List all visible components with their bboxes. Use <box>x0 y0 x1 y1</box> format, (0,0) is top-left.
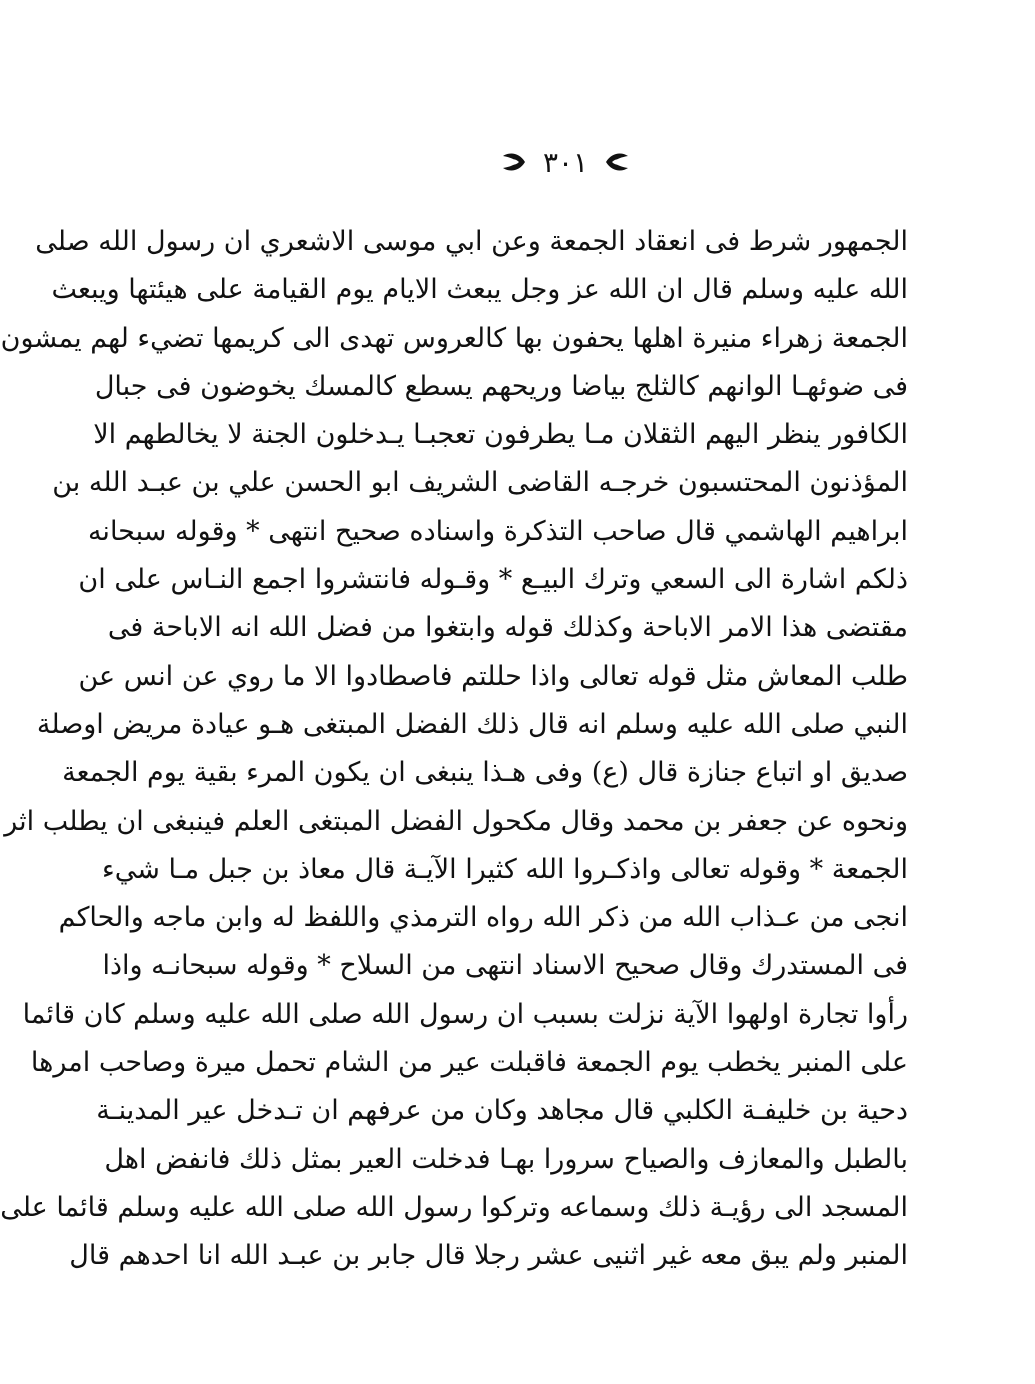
body-text <box>0 218 908 1281</box>
text-line: فى ضوئهـا الوانهم كالثلج بياضا وريحهم يسطع كالمسك يخوضون فى جبال <box>94 370 908 402</box>
page-number: ٣٠١ <box>542 145 589 179</box>
text-line: ذلكم اشارة الى السعي وترك البيـع * وقـوله فانتشروا اجمع النـاس على ان <box>78 564 908 596</box>
text-line: على المنبر يخطب يوم الجمعة فاقبلت عير من الشام تحمل ميرة وصاحب امرها <box>30 1047 908 1079</box>
text-line: ابراهيم الهاشمي قال صاحب التذكرة واسناده صحيح انتهى * وقوله سبحانه <box>87 515 908 547</box>
text-line: صديق او اتباع جنازة قال (ع) وفى هـذا ينبغى ان يكون المرء بقية يوم الجمعة <box>62 757 908 789</box>
text-line: بالطبل والمعازف والصياح سرورا بهـا فدخلت العير بمثل ذلك فانفض اهل <box>104 1143 908 1175</box>
ornament-left-icon <box>499 147 529 177</box>
text-line: ونحوه عن جعفر بن محمد وقال مكحول الفضل المبتغى العلم فينبغى ان يطلب اثر <box>4 805 908 837</box>
text-line: فى المستدرك وقال صحيح الاسناد انتهى من السلاح * وقوله سبحانـه واذا <box>102 950 908 982</box>
text-line: الجمعة * وقوله تعالى واذكـروا الله كثيرا الآيـة قال معاذ بن جبل مـا شيء <box>102 853 908 885</box>
ornament-right-icon <box>602 147 632 177</box>
text-line: انجى من عـذاب الله من ذكر الله رواه الترمذي واللفظ له وابن ماجه والحاكم <box>58 902 908 934</box>
text-line: رأوا تجارة اولهوا الآية نزلت بسبب ان رسول الله صلى الله عليه وسلم كان قائما <box>22 998 908 1030</box>
text-line: المسجد الى رؤيـة ذلك وسماعه وتركوا رسول الله صلى الله عليه وسلم قائما على <box>0 1191 908 1223</box>
text-line: المنبر ولم يبق معه غير اثنيى عشر رجلا قال جابر بن عبـد الله انا احدهم قال <box>69 1240 908 1272</box>
text-line: النبي صلى الله عليه وسلم انه قال ذلك الفضل المبتغى هـو عيادة مريض اوصلة <box>36 708 908 740</box>
text-line: الجمهور شرط فى انعقاد الجمعة وعن ابي موسى الاشعري ان رسول الله صلى <box>35 226 908 257</box>
page-header <box>96 142 1035 182</box>
text-line: الكافور ينظر اليهم الثقلان مـا يطرفون تعجبـا يـدخلون الجنة لا يخالطهم الا <box>93 419 908 451</box>
text-line: دحية بن خليفـة الكلبي قال مجاهد وكان من عرفهم ان تـدخل عير المدينـة <box>96 1095 908 1127</box>
text-line: الجمعة زهراء منيرة اهلها يحفون بها كالعروس تهدى الى كريمها تضيء لهم يمشون <box>0 322 908 354</box>
text-line: طلب المعاش مثل قوله تعالى واذا حللتم فاصطادوا الا ما روي عن انس عن <box>78 660 908 692</box>
text-line: الله عليه وسلم قال ان الله عز وجل يبعث الايام يوم القيامة على هيئتها ويبعث <box>51 274 908 306</box>
text-line: المؤذنون المحتسبون خرجـه القاضى الشريف ابو الحسن علي بن عبـد الله بن <box>52 467 908 499</box>
text-line: مقتضى هذا الامر الاباحة وكذلك قوله وابتغوا من فضل الله انه الاباحة فى <box>107 612 908 644</box>
